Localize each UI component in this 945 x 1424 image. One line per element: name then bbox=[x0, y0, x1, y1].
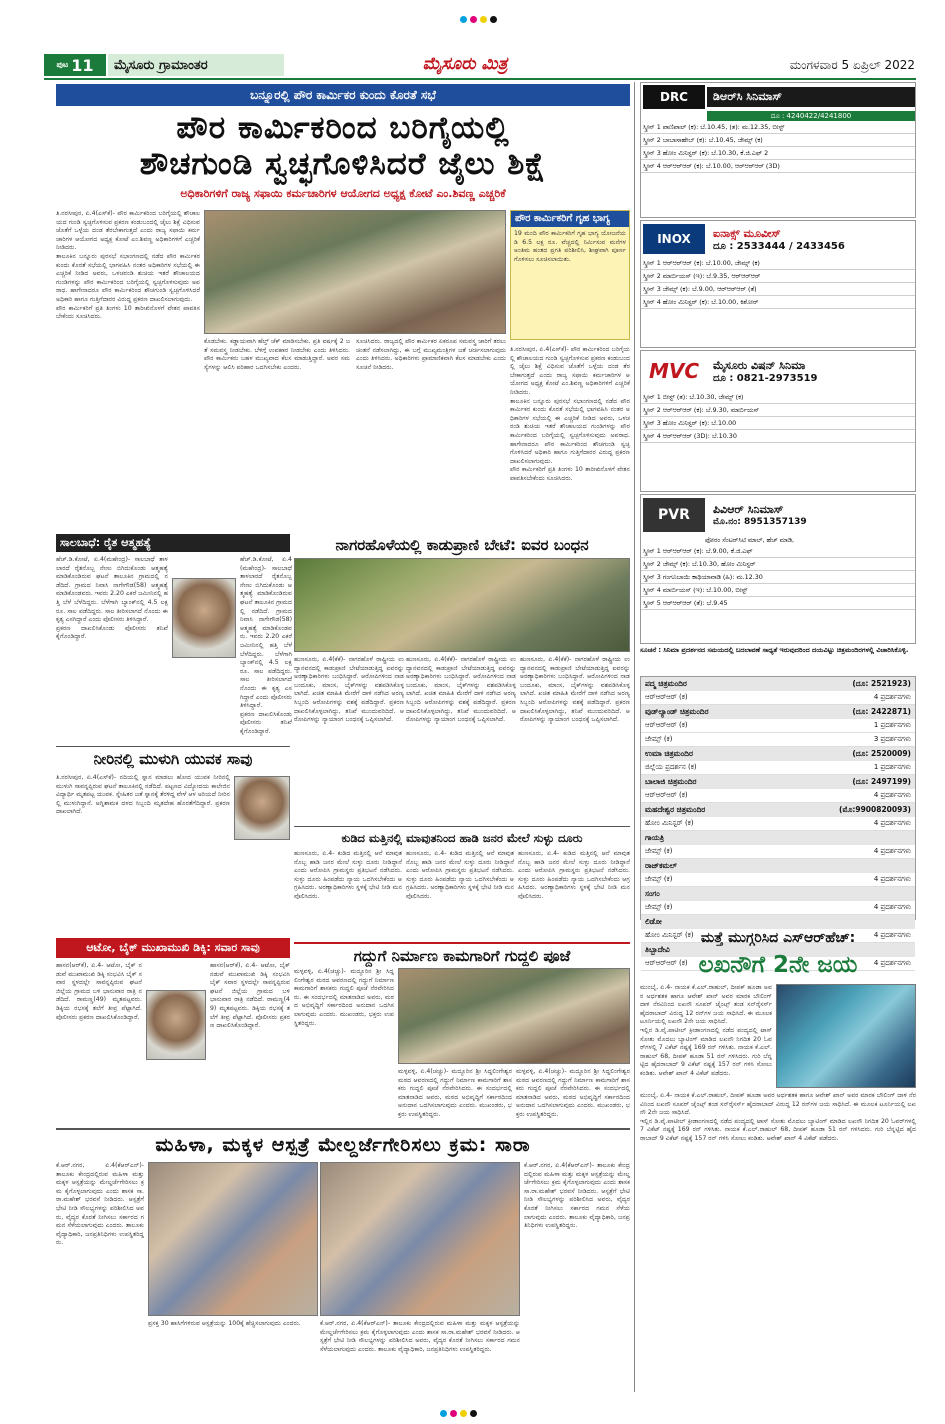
drown-body: ತಿ.ನರಸೀಪುರ, ಏ.4(ಎಸ್‌ಕೆ)- ನದಿಯಲ್ಲಿ ಸ್ನಾನ ಮಾಡಲು ಹೋದ ಯುವಕ ನೀರಿನಲ್ಲಿ ಮುಳುಗಿ ಸಾವನ್ನಪ್ಪಿರುವ ಘಟನೆ ತಾಲೂಕಿನಲ್ಲಿ ನಡೆದಿದೆ. ಪಟ್ಟಣದ ವಿದ್ಯೋದಯ ಕಾಲೇಜಿನ ವಿದ್ಯಾರ್ಥಿ ಮೃತಪಟ್ಟ ಯುವಕ. ಸ್ನೇಹಿತರ ಜತೆ ಸ್ನಾನಕ್ಕೆ ತೆರಳಿದ್ದ ವೇಳೆ ಆಳ ಅರಿಯದೆ ನೀರಿನಲ್ಲಿ ಮುಳುಗಿದ್ದಾನೆ. ಅಗ್ನಿಶಾಮಕ ದಳದ ಸಿಬ್ಬಂದಿ ಮೃತದೇಹ ಹೊರತೆಗೆದಿದ್ದಾರೆ. ಪ್ರಕರಣ ದಾಖಲಾಗಿದೆ. bbox=[56, 774, 232, 816]
theatre-name: ಲಿಡೋ bbox=[645, 917, 662, 926]
theatre-name: ಪದ್ಮ ಚಿತ್ರಮಂದಿರ bbox=[645, 679, 687, 688]
drc-row: ಸ್ಕ್ರೀನ್ 2 ಬಾಬಾಸಾಹೇಬ್ (ಕ): ಬೆ.10.45, ಜೇಮ್ಸ್ (ಕ) bbox=[641, 134, 915, 147]
film-title: ಆರ್‌ಆರ್‌ಆರ್ (ಕ) bbox=[645, 721, 688, 729]
theatre-phone: (ಮೊ:9900820093) bbox=[839, 805, 911, 814]
theatre-header bbox=[641, 677, 915, 691]
film-row bbox=[641, 845, 915, 859]
poach-headline: ನಾಗರಹೊಳೆಯಲ್ಲಿ ಕಾಡುಪ್ರಾಣಿ ಬೇಟೆ: ಐವರ ಬಂಧನ bbox=[335, 536, 589, 554]
inox-cinema-block bbox=[640, 220, 916, 348]
section-title: ಮೈಸೂರು ಗ್ರಾಮಾಂತರ bbox=[108, 54, 284, 76]
inox-row: ಸ್ಕ್ರೀನ್ 2 ಮಾರ್ಬಿಯಸ್ (ಇ): ಬೆ.9.35, ಆರ್‌ಆರ್‌ಆರ್ bbox=[641, 270, 915, 283]
accident-body: ಹಾಸನ(ಆರ್‌ಕೆ), ಏ.4- ಆಟೋ, ಬೈಕ್ ನಡುವೆ ಮುಖಾಮುಖಿ ಡಿಕ್ಕಿ ಸಂಭವಿಸಿ ಬೈಕ್ ಸವಾರ ಸ್ಥಳದಲ್ಲೇ ಸಾವನ್ನಪ್ಪಿರುವ ಘಟನೆ ಜಿಲ್ಲೆಯ ಗ್ರಾಮದ ಬಳಿ ಭಾನುವಾರ ರಾತ್ರಿ ನಡೆದಿದೆ. ರಾಮಣ್ಣ(49) ಮೃತಪಟ್ಟವರು. ಡಿಕ್ಕಿಯ ರಭಸಕ್ಕೆ ತಲೆಗೆ ತೀವ್ರ ಪೆಟ್ಟಾಗಿದೆ. ಪೊಲೀಸರು ಪ್ರಕರಣ ದಾಖಲಿಸಿಕೊಂಡಿದ್ದಾರೆ. bbox=[56, 962, 144, 1021]
theatre-header bbox=[641, 859, 915, 873]
theatre-phone: (ದೂ: 2497199) bbox=[852, 777, 911, 786]
mvc-row: ಸ್ಕ್ರೀನ್ 3 ಹೋಂ ಮಿನಿಸ್ಟರ್ (ಕ): ಬೆ.10.00 bbox=[641, 417, 915, 430]
lead-headline-line1: ಪೌರ ಕಾರ್ಮಿಕರಿಂದ ಬರಿಗೈಯಲ್ಲಿ bbox=[176, 110, 510, 146]
film-title: ಹೋಂ ಮಿನಿಸ್ಟರ್ (ಕ) bbox=[645, 819, 694, 827]
theatre-name: ಸಂಗಂ bbox=[645, 889, 660, 898]
drc-row: ಸ್ಕ್ರೀನ್ 4 ಆರ್‌ಆರ್‌ಆರ್ (ಕ): ಬೆ.10.00, ಆರ್‌ಆರ್‌ಆರ್ (3D) bbox=[641, 160, 915, 173]
pvr-logo: PVR bbox=[643, 498, 705, 532]
film-title: ಜೇಮ್ಸ್ (ಕ) bbox=[645, 875, 673, 883]
masthead-logo: ಮೈಸೂರು ಮಿತ್ರ bbox=[422, 54, 508, 74]
mvc-row: ಸ್ಕ್ರೀನ್ 2 ಆರ್‌ಆರ್‌ಆರ್ (ಕ): ಬೆ.9.30, ಮಾರ್ಬಿಯಸ್ bbox=[641, 404, 915, 417]
theatre-phone: (ದೂ: 2521923) bbox=[852, 679, 911, 688]
registration-marks-bottom bbox=[440, 1402, 500, 1412]
film-row bbox=[641, 901, 915, 915]
drc-cinema-block bbox=[640, 82, 916, 218]
pvr-phone: ಮೊ.ನಂ: 8951357139 bbox=[713, 517, 807, 527]
film-shows: 4 ಪ್ರದರ್ಶನಗಳು bbox=[873, 959, 911, 967]
sports-headline1: ಮತ್ತೆ ಮುಗ್ಗರಿಸಿದ ಎಸ್‌ಆರ್‌ಹೆಚ್: bbox=[700, 930, 856, 946]
mvc-logo: MVC bbox=[648, 359, 700, 383]
drc-row: ಸ್ಕ್ರೀನ್ 1 ಪಾಣಿಪಾಲ್ (ಕ): ಬೆ.10.45, (ತ): ಮ.12.35, ಬೀಸ್ಟ್ bbox=[641, 121, 915, 134]
hospital-body-col3: ಕೆ.ಆರ್.ನಗರ, ಏ.4(ಕೆಆರ್‌ಎನ್)- ತಾಲೂಕು ಕೇಂದ್ರದಲ್ಲಿರುವ ಮಹಿಳಾ ಮತ್ತು ಮಕ್ಕಳ ಆಸ್ಪತ್ರೆಯನ್ನು ಮೇಲ್ದರ್ಜೆಗೇರಿಸಲು ಕ್ರಮ ಕೈಗೊಳ್ಳಲಾಗುವುದು ಎಂದು ಶಾಸಕ ಸಾ.ರಾ.ಮಹೇಶ್ ಭರವಸೆ ನೀಡಿದರು. ಆಸ್ಪತ್ರೆಗೆ ಭೇಟಿ ನೀಡಿ ಸೌಲಭ್ಯಗಳನ್ನು ಪರಿಶೀಲಿಸಿದ ಅವರು, ವೈದ್ಯರ ಕೊರತೆ ನೀಗಿಸಲು ಸರ್ಕಾರದ ಗಮನ ಸೆಳೆಯಲಾಗುವುದು ಎಂದರು. ತಾಲೂಕು ವೈದ್ಯಾಧಿಕಾರಿ, ಜನಪ್ರತಿನಿಧಿಗಳು ಉಪಸ್ಥಿತರಿದ್ದರು. bbox=[524, 1162, 632, 1230]
poach-body-col3: ಹುಣಸೂರು, ಏ.4(ಕೆಕೆ)- ನಾಗರಹೊಳೆ ರಾಷ್ಟ್ರೀಯ ಉದ್ಯಾನವನದಲ್ಲಿ ಕಾಡುಪ್ರಾಣಿ ಬೇಟೆಯಾಡುತ್ತಿದ್ದ ಐವರನ್ನು ಅರಣ್ಯಾಧಿಕಾರಿಗಳು ಬಂಧಿಸಿದ್ದಾರೆ. ಆರೋಪಿಗಳಿಂದ ನಾಡ ಬಂದೂಕು, ಮಾಂಸ, ಬೈಕ್‌ಗಳನ್ನು ವಶಪಡಿಸಿಕೊಳ್ಳಲಾಗಿದೆ. ಖಚಿತ ಮಾಹಿತಿ ಮೇರೆಗೆ ದಾಳಿ ನಡೆಸಿದ ಅರಣ್ಯ ಸಿಬ್ಬಂದಿ ಆರೋಪಿಗಳನ್ನು ವಶಕ್ಕೆ ಪಡೆದಿದ್ದಾರೆ. ಪ್ರಕರಣ ದಾಖಲಿಸಿಕೊಳ್ಳಲಾಗಿದ್ದು, ತನಿಖೆ ಮುಂದುವರಿದಿದೆ. ಆರೋಪಿಗಳನ್ನು ನ್ಯಾಯಾಂಗ ಬಂಧನಕ್ಕೆ ಒಪ್ಪಿಸಲಾಗಿದೆ. bbox=[520, 656, 632, 724]
pvr-row: ಸ್ಕ್ರೀನ್ 4 ಮಾರ್ಬಿಯಸ್ (ಇ): ಬೆ.10.00, ಬೀಸ್ಟ್ bbox=[641, 584, 915, 597]
theatre-name: ಮಹದೇಶ್ವರ ಚಿತ್ರಮಂದಿರ bbox=[645, 805, 706, 814]
theatre-header bbox=[641, 831, 915, 845]
sports-body-col1: ಮುಂಬೈ, ಏ.4- ನಾಯಕ ಕೆ.ಎಲ್.ರಾಹುಲ್, ದೀಪಕ್ ಹೂಡಾ ಅವರ ಅರ್ಧಶತಕ ಹಾಗೂ ಆವೇಶ್ ಖಾನ್ ಅವರ ಮಾರಕ ಬೌಲಿಂಗ್ ದಾಳಿ ನೆರವಿನಿಂದ ಲಖನೌ ಸೂಪರ್ ಜೈಂಟ್ಸ್ ತಂಡ ಸನ್‌ರೈಸರ್ಸ್ ಹೈದರಾಬಾದ್ ವಿರುದ್ಧ 12 ರನ್‌ಗಳ ಜಯ ಸಾಧಿಸಿದೆ. ಈ ಮೂಲಕ ಟೂರ್ನಿಯಲ್ಲಿ ಲಖನೌ 2ನೇ ಜಯ ಸಾಧಿಸಿದೆ. ಇಲ್ಲಿನ ಡಿ.ವೈ.ಪಾಟೀಲ್ ಕ್ರೀಡಾಂಗಣದಲ್ಲಿ ನಡೆದ ಪಂದ್ಯದಲ್ಲಿ ಟಾಸ್ ಸೋತು ಮೊದಲು ಬ್ಯಾಟಿಂಗ್ ಮಾಡಿದ ಲಖನೌ ನಿಗದಿತ 20 ಓವರ್‌ಗಳಲ್ಲಿ 7 ವಿಕೆಟ್ ನಷ್ಟಕ್ಕೆ 169 ರನ್ ಗಳಿಸಿತು. ನಾಯಕ ಕೆ.ಎಲ್.ರಾಹುಲ್ 68, ದೀಪಕ್ ಹೂಡಾ 51 ರನ್ ಗಳಿಸಿದರು. ಗುರಿ ಬೆನ್ನಟ್ಟಿದ ಹೈದರಾಬಾದ್ 9 ವಿಕೆಟ್ ನಷ್ಟಕ್ಕೆ 157 ರನ್ ಗಳಿಸಿ ಸೋಲು ಕಂಡಿತು. ಆವೇಶ್ ಖಾನ್ 4 ವಿಕೆಟ್ ಪಡೆದರು. bbox=[640, 984, 772, 1077]
pvr-row: ಸ್ಕ್ರೀನ್ 5 ಆರ್‌ಆರ್‌ಆರ್ (ತೆ): ಬೆ.9.45 bbox=[641, 597, 915, 610]
lead-body-col4: ತಿ.ನರಸೀಪುರ, ಏ.4(ಎಸ್‌ಕೆ)- ಪೌರ ಕಾರ್ಮಿಕರಿಂದ ಬರಿಗೈಯಲ್ಲಿ ಶೌಚಾಲಯದ ಗುಂಡಿ ಸ್ವಚ್ಛಗೊಳಿಸುವ ಪ್ರಕರಣ ಕಂಡುಬಂದಲ್ಲಿ ಜೈಲು ಶಿಕ್ಷೆ ವಿಧಿಸುವ ಜೊತೆಗೆ ಒಳ್ಳೆಯ ದಂಡ ತೆರಬೇಕಾಗುತ್ತದೆ ಎಂದು ರಾಜ್ಯ ಸಫಾಯಿ ಕರ್ಮಚಾರಿಗಳ ಆಯೋಗದ ಅಧ್ಯಕ್ಷ ಕೋಟೆ ಎಂ.ಶಿವಣ್ಣ ಅಧಿಕಾರಿಗಳಿಗೆ ಎಚ್ಚರಿಕೆ ನೀಡಿದರು. ತಾಲೂಕಿನ ಬನ್ನೂರು ಪುರಸಭೆ ಸಭಾಂಗಣದಲ್ಲಿ ನಡೆದ ಪೌರ ಕಾರ್ಮಿಕರ ಕುಂದು ಕೊರತೆ ಸಭೆಯಲ್ಲಿ ಭಾಗವಹಿಸಿ ನಂತರ ಅಧಿಕಾರಿಗಳ ಸಭೆಯಲ್ಲಿ ಈ ಎಚ್ಚರಿಕೆ ನೀಡಿದ ಅವರು, ಒಳಚರಂಡಿ ಶುಚಿಯ ಇತರೆ ಶೌಚಾಲಯದ ಗುಂಡಿಗಳನ್ನು ಪೌರ ಕಾರ್ಮಿಕರಿಂದ ಬರಿಗೈಯಲ್ಲಿ ಸ್ವಚ್ಛಗೊಳಿಸುವುದು ಅಪರಾಧ. ಹಾಗೇನಾದರೂ ಪೌರ ಕಾರ್ಮಿಕರಿಂದ ಶೌಚಗುಂಡಿ ಸ್ವಚ್ಛಗೊಳಿಸಿದರೆ ಅಧಿಕಾರಿ ಹಾಗೂ ಗುತ್ತಿಗೆದಾರರ ವಿರುದ್ಧ ಪ್ರಕರಣ ದಾಖಲಿಸಲಾಗುವುದು. ಪೌರ ಕಾರ್ಮಿಕರಿಗೆ ಪ್ರತಿ ತಿಂಗಳು 10 ತಾರೀಖಿನೊಳಗೆ ವೇತನ ಪಾವತಿಸಬೇಕೆಂದು ಸೂಚಿಸಿದರು. bbox=[510, 346, 631, 482]
mvc-name: ಮೈಸೂರು ವಿಷನ್ ಸಿನಿಮಾ bbox=[713, 358, 806, 372]
drunk-body-col3: ಹುಣಸೂರು, ಏ.4- ಕುಡಿದ ಮತ್ತಿನಲ್ಲಿ ಆನೆ ಮಾವುತ ನೊಬ್ಬ ಹಾಡಿ ಜನರ ಮೇಲೆ ಸುಳ್ಳು ದೂರು ನೀಡಿದ್ದಾನೆ ಎಂದು ಆರೋಪಿಸಿ ಗ್ರಾಮಸ್ಥರು ಪ್ರತಿಭಟನೆ ನಡೆಸಿದರು. ಸುಳ್ಳು ದೂರು ಹಿಂಪಡೆದು ನ್ಯಾಯ ಒದಗಿಸಬೇಕೆಂದು ಆಗ್ರಹಿಸಿದರು. ಅರಣ್ಯಾಧಿಕಾರಿಗಳು ಸ್ಥಳಕ್ಕೆ ಭೇಟಿ ನೀಡಿ ಮನವೊಲಿಸಿದರು. bbox=[518, 850, 632, 900]
header-rule bbox=[44, 78, 916, 80]
film-row bbox=[641, 761, 915, 775]
mvc-phone: ದೂ : 0821-2973519 bbox=[713, 372, 818, 384]
inox-logo: INOX bbox=[643, 224, 705, 254]
poach-body-col2: ಹುಣಸೂರು, ಏ.4(ಕೆಕೆ)- ನಾಗರಹೊಳೆ ರಾಷ್ಟ್ರೀಯ ಉದ್ಯಾನವನದಲ್ಲಿ ಕಾಡುಪ್ರಾಣಿ ಬೇಟೆಯಾಡುತ್ತಿದ್ದ ಐವರನ್ನು ಅರಣ್ಯಾಧಿಕಾರಿಗಳು ಬಂಧಿಸಿದ್ದಾರೆ. ಆರೋಪಿಗಳಿಂದ ನಾಡ ಬಂದೂಕು, ಮಾಂಸ, ಬೈಕ್‌ಗಳನ್ನು ವಶಪಡಿಸಿಕೊಳ್ಳಲಾಗಿದೆ. ಖಚಿತ ಮಾಹಿತಿ ಮೇರೆಗೆ ದಾಳಿ ನಡೆಸಿದ ಅರಣ್ಯ ಸಿಬ್ಬಂದಿ ಆರೋಪಿಗಳನ್ನು ವಶಕ್ಕೆ ಪಡೆದಿದ್ದಾರೆ. ಪ್ರಕರಣ ದಾಖಲಿಸಿಕೊಳ್ಳಲಾಗಿದ್ದು, ತನಿಖೆ ಮುಂದುವರಿದಿದೆ. ಆರೋಪಿಗಳನ್ನು ನ್ಯಾಯಾಂಗ ಬಂಧನಕ್ಕೆ ಒಪ್ಪಿಸಲಾಗಿದೆ. bbox=[406, 656, 518, 724]
film-title: ಜಿಲ್ಲೆಯ ಪ್ರದರ್ಶನ (ಕ) bbox=[645, 763, 697, 771]
film-title: ಆರ್‌ಆರ್‌ಆರ್ (ಕ) bbox=[645, 693, 688, 701]
accident-victim-photo bbox=[146, 990, 206, 1060]
accident-headline: ಆಟೋ, ಬೈಕ್ ಮುಖಾಮುಖಿ ಡಿಕ್ಕಿ: ಸವಾರ ಸಾವು bbox=[56, 938, 290, 958]
theatre-name: ಉಮಾ ಚಿತ್ರಮಂದಿರ bbox=[645, 749, 693, 758]
hospital-body-col1: ಕೆ.ಆರ್.ನಗರ, ಏ.4(ಕೆಆರ್‌ಎನ್)- ತಾಲೂಕು ಕೇಂದ್ರದಲ್ಲಿರುವ ಮಹಿಳಾ ಮತ್ತು ಮಕ್ಕಳ ಆಸ್ಪತ್ರೆಯನ್ನು ಮೇಲ್ದರ್ಜೆಗೇರಿಸಲು ಕ್ರಮ ಕೈಗೊಳ್ಳಲಾಗುವುದು ಎಂದು ಶಾಸಕ ಸಾ.ರಾ.ಮಹೇಶ್ ಭರವಸೆ ನೀಡಿದರು. ಆಸ್ಪತ್ರೆಗೆ ಭೇಟಿ ನೀಡಿ ಸೌಲಭ್ಯಗಳನ್ನು ಪರಿಶೀಲಿಸಿದ ಅವರು, ವೈದ್ಯರ ಕೊರತೆ ನೀಗಿಸಲು ಸರ್ಕಾರದ ಗಮನ ಸೆಳೆಯಲಾಗುವುದು ಎಂದರು. ತಾಲೂಕು ವೈದ್ಯಾಧಿಕಾರಿ, ಜನಪ್ರತಿನಿಧಿಗಳು ಉಪಸ್ಥಿತರಿದ್ದರು. bbox=[56, 1162, 146, 1247]
sports-headline2: ಲಖನೌಗೆ 2ನೇ ಜಯ bbox=[698, 952, 858, 978]
film-title: ಜೇಮ್ಸ್ (ಕ) bbox=[645, 903, 673, 911]
theatre-header bbox=[641, 705, 915, 719]
pooja-photo bbox=[398, 968, 630, 1064]
theatre-name: ರಾಜ್‌ಕಮಲ್ bbox=[645, 861, 677, 870]
film-row bbox=[641, 789, 915, 803]
drc-row: ಸ್ಕ್ರೀನ್ 3 ಹೋಂ ಮಿನಿಸ್ಟರ್ (ಕ): ಬೆ.10.30, ಕೆ.ಜಿ.ಎಫ್ 2 bbox=[641, 147, 915, 160]
film-shows: 4 ಪ್ರದರ್ಶನಗಳು bbox=[873, 931, 911, 939]
poach-body-col1: ಹುಣಸೂರು, ಏ.4(ಕೆಕೆ)- ನಾಗರಹೊಳೆ ರಾಷ್ಟ್ರೀಯ ಉದ್ಯಾನವನದಲ್ಲಿ ಕಾಡುಪ್ರಾಣಿ ಬೇಟೆಯಾಡುತ್ತಿದ್ದ ಐವರನ್ನು ಅರಣ್ಯಾಧಿಕಾರಿಗಳು ಬಂಧಿಸಿದ್ದಾರೆ. ಆರೋಪಿಗಳಿಂದ ನಾಡ ಬಂದೂಕು, ಮಾಂಸ, ಬೈಕ್‌ಗಳನ್ನು ವಶಪಡಿಸಿಕೊಳ್ಳಲಾಗಿದೆ. ಖಚಿತ ಮಾಹಿತಿ ಮೇರೆಗೆ ದಾಳಿ ನಡೆಸಿದ ಅರಣ್ಯ ಸಿಬ್ಬಂದಿ ಆರೋಪಿಗಳನ್ನು ವಶಕ್ಕೆ ಪಡೆದಿದ್ದಾರೆ. ಪ್ರಕರಣ ದಾಖಲಿಸಿಕೊಳ್ಳಲಾಗಿದ್ದು, ತನಿಖೆ ಮುಂದುವರಿದಿದೆ. ಆರೋಪಿಗಳನ್ನು ನ್ಯಾಯಾಂಗ ಬಂಧನಕ್ಕೆ ಒಪ್ಪಿಸಲಾಗಿದೆ. bbox=[294, 656, 406, 724]
inox-phone: ದೂ : 2533444 / 2433456 bbox=[713, 240, 845, 252]
theatre-phone: (ದೂ: 2422871) bbox=[852, 707, 911, 716]
drown-headline: ನೀರಿನಲ್ಲಿ ಮುಳುಗಿ ಯುವಕ ಸಾವು bbox=[56, 746, 290, 770]
accident-body-col2: ಹಾಸನ(ಆರ್‌ಕೆ), ಏ.4- ಆಟೋ, ಬೈಕ್ ನಡುವೆ ಮುಖಾಮುಖಿ ಡಿಕ್ಕಿ ಸಂಭವಿಸಿ ಬೈಕ್ ಸವಾರ ಸ್ಥಳದಲ್ಲೇ ಸಾವನ್ನಪ್ಪಿರುವ ಘಟನೆ ಜಿಲ್ಲೆಯ ಗ್ರಾಮದ ಬಳಿ ಭಾನುವಾರ ರಾತ್ರಿ ನಡೆದಿದೆ. ರಾಮಣ್ಣ(49) ಮೃತಪಟ್ಟವರು. ಡಿಕ್ಕಿಯ ರಭಸಕ್ಕೆ ತಲೆಗೆ ತೀವ್ರ ಪೆಟ್ಟಾಗಿದೆ. ಪೊಲೀಸರು ಪ್ರಕರಣ ದಾಖಲಿಸಿಕೊಂಡಿದ್ದಾರೆ. bbox=[210, 962, 292, 1030]
hospital-photo-left bbox=[148, 1162, 318, 1316]
issue-date: ಮಂಗಳವಾರ 5 ಏಪ್ರಿಲ್ 2022 bbox=[789, 58, 915, 72]
hospital-rule bbox=[56, 1128, 630, 1130]
inox-row: ಸ್ಕ್ರೀನ್ 1 ಆರ್‌ಆರ್‌ಆರ್ (ಕ): ಬೆ.10.00, ಜೇಮ್ಸ್ (ಕ) bbox=[641, 257, 915, 270]
film-row bbox=[641, 873, 915, 887]
registration-marks-top bbox=[460, 8, 520, 18]
film-shows: 4 ಪ್ರದರ್ಶನಗಳು bbox=[873, 875, 911, 883]
drc-logo: DRC bbox=[643, 85, 705, 109]
drunk-headline: ಕುಡಿದ ಮತ್ತಿನಲ್ಲಿ ಮಾವುತನಿಂದ ಹಾಡಿ ಜನರ ಮೇಲೆ ಸುಳ್ಳು ದೂರು bbox=[294, 826, 630, 848]
film-shows: 3 ಪ್ರದರ್ಶನಗಳು bbox=[873, 735, 911, 743]
lead-subhead: ಅಧಿಕಾರಿಗಳಿಗೆ ರಾಜ್ಯ ಸಫಾಯಿ ಕರ್ಮಚಾರಿಗಳ ಆಯೋಗದ ಅಧ್ಯಕ್ಷ ಕೋಟೆ ಎಂ.ಶಿವಣ್ಣ ಎಚ್ಚರಿಕೆ bbox=[180, 187, 506, 200]
theatre-phone: (ದೂ: 2520009) bbox=[852, 749, 911, 758]
mvc-cinema-block bbox=[640, 350, 916, 492]
housing-box bbox=[510, 210, 630, 340]
film-row bbox=[641, 733, 915, 747]
theatre-header bbox=[641, 747, 915, 761]
hospital-headline: ಮಹಿಳಾ, ಮಕ್ಕಳ ಆಸ್ಪತ್ರೆ ಮೇಲ್ದರ್ಜೆಗೇರಿಸಲು ಕ್ರಮ: ಸಾರಾ bbox=[155, 1134, 531, 1156]
sports-body-col2: ಮುಂಬೈ, ಏ.4- ನಾಯಕ ಕೆ.ಎಲ್.ರಾಹುಲ್, ದೀಪಕ್ ಹೂಡಾ ಅವರ ಅರ್ಧಶತಕ ಹಾಗೂ ಆವೇಶ್ ಖಾನ್ ಅವರ ಮಾರಕ ಬೌಲಿಂಗ್ ದಾಳಿ ನೆರವಿನಿಂದ ಲಖನೌ ಸೂಪರ್ ಜೈಂಟ್ಸ್ ತಂಡ ಸನ್‌ರೈಸರ್ಸ್ ಹೈದರಾಬಾದ್ ವಿರುದ್ಧ 12 ರನ್‌ಗಳ ಜಯ ಸಾಧಿಸಿದೆ. ಈ ಮೂಲಕ ಟೂರ್ನಿಯಲ್ಲಿ ಲಖನೌ 2ನೇ ಜಯ ಸಾಧಿಸಿದೆ. ಇಲ್ಲಿನ ಡಿ.ವೈ.ಪಾಟೀಲ್ ಕ್ರೀಡಾಂಗಣದಲ್ಲಿ ನಡೆದ ಪಂದ್ಯದಲ್ಲಿ ಟಾಸ್ ಸೋತು ಮೊದಲು ಬ್ಯಾಟಿಂಗ್ ಮಾಡಿದ ಲಖನೌ ನಿಗದಿತ 20 ಓವರ್‌ಗಳಲ್ಲಿ 7 ವಿಕೆಟ್ ನಷ್ಟಕ್ಕೆ 169 ರನ್ ಗಳಿಸಿತು. ನಾಯಕ ಕೆ.ಎಲ್.ರಾಹುಲ್ 68, ದೀಪಕ್ ಹೂಡಾ 51 ರನ್ ಗಳಿಸಿದರು. ಗುರಿ ಬೆನ್ನಟ್ಟಿದ ಹೈದರಾಬಾದ್ 9 ವಿಕೆಟ್ ನಷ್ಟಕ್ಕೆ 157 ರನ್ ಗಳಿಸಿ ಸೋಲು ಕಂಡಿತು. ಆವೇಶ್ ಖಾನ್ 4 ವಿಕೆಟ್ ಪಡೆದರು. bbox=[640, 1092, 916, 1142]
loan-body: ಹೆಚ್.ಡಿ.ಕೋಟೆ, ಏ.4(ಮಹೇಂದ್ರ)- ಸಾಲಬಾಧೆ ತಾಳಲಾರದೆ ರೈತನೊಬ್ಬ ನೇಣು ಬಿಗಿದುಕೊಂಡು ಆತ್ಮಹತ್ಯೆ ಮಾಡಿಕೊಂಡಿರುವ ಘಟನೆ ತಾಲೂಕಿನ ಗ್ರಾಮದಲ್ಲಿ ನಡೆದಿದೆ. ಗ್ರಾಮದ ನಿವಾಸಿ ನಾಗೇಗೌಡ(58) ಆತ್ಮಹತ್ಯೆ ಮಾಡಿಕೊಂಡವರು. ಇವರು 2.20 ಎಕರೆ ಜಮೀನಿನಲ್ಲಿ ಹತ್ತಿ ಬೆಳೆ ಬೆಳೆದಿದ್ದರು. ಬೆಳೆಗಾಗಿ ಬ್ಯಾಂಕ್‌ನಲ್ಲಿ 4.5 ಲಕ್ಷ ರೂ. ಸಾಲ ಪಡೆದಿದ್ದರು. ಸಾಲ ತೀರಿಸಲಾಗದೆ ನೊಂದು ಈ ಕೃತ್ಯ ಎಸಗಿದ್ದಾರೆ ಎಂದು ಪೊಲೀಸರು ತಿಳಿಸಿದ್ದಾರೆ. ಪ್ರಕರಣ ದಾಖಲಿಸಿಕೊಂಡು ಪೊಲೀಸರು ತನಿಖೆ ಕೈಗೊಂಡಿದ್ದಾರೆ. bbox=[56, 556, 168, 641]
lead-kicker: ಬನ್ನೂರಲ್ಲಿ ಪೌರ ಕಾರ್ಮಿಕರ ಕುಂದು ಕೊರತೆ ಸಭೆ bbox=[56, 84, 630, 106]
hospital-caption: ಪ್ರಸಕ್ತ 30 ಹಾಸಿಗೆಗಳಿರುವ ಆಸ್ಪತ್ರೆಯನ್ನು 100ಕ್ಕೆ ಹೆಚ್ಚಿಸಲಾಗುವುದು ಎಂದರು. bbox=[148, 1320, 301, 1327]
pooja-body-col3: ಮಳ್ಳವಳ್ಳಿ, ಏ.4(ಚಚ್ಚು)- ಮದ್ದೂರಿನ ಶ್ರೀ ಸಿದ್ದಲಿಂಗೇಶ್ವರ ಮಠದ ಆವರಣದಲ್ಲಿ ಗದ್ದುಗೆ ನಿರ್ಮಾಣ ಕಾಮಗಾರಿಗೆ ಶಾಸಕರು ಗುದ್ದಲಿ ಪೂಜೆ ನೆರವೇರಿಸಿದರು. ಈ ಸಂದರ್ಭದಲ್ಲಿ ಮಾತನಾಡಿದ ಅವರು, ಮಠದ ಅಭಿವೃದ್ಧಿಗೆ ಸರ್ಕಾರದಿಂದ ಅನುದಾನ ಒದಗಿಸಲಾಗುವುದು ಎಂದರು. ಮುಖಂಡರು, ಭಕ್ತರು ಉಪಸ್ಥಿತರಿದ್ದರು. bbox=[516, 1068, 632, 1118]
inox-name: ಐನಾಕ್ಸ್ ಮೂವೀಸ್ bbox=[713, 226, 781, 240]
column-divider bbox=[634, 82, 635, 1392]
film-shows: 1 ಪ್ರದರ್ಶನಗಳು bbox=[873, 763, 911, 771]
pvr-name: ಪಿವಿಆರ್ ಸಿನಿಮಾಸ್ bbox=[713, 503, 784, 516]
theatre-name: ಬಾಲಾಜಿ ಚಿತ್ರಮಂದಿರ bbox=[645, 777, 697, 786]
film-shows: 4 ಪ್ರದರ್ಶನಗಳು bbox=[873, 791, 911, 799]
pvr-address: ಫೋರಂ ಸೆಂಟರ್‌ಸಿಟಿ ಮಾಲ್, ಹೆಚ್ ಮಾಡಿ, bbox=[705, 536, 795, 544]
drunk-body-col2: ಹುಣಸೂರು, ಏ.4- ಕುಡಿದ ಮತ್ತಿನಲ್ಲಿ ಆನೆ ಮಾವುತ ನೊಬ್ಬ ಹಾಡಿ ಜನರ ಮೇಲೆ ಸುಳ್ಳು ದೂರು ನೀಡಿದ್ದಾನೆ ಎಂದು ಆರೋಪಿಸಿ ಗ್ರಾಮಸ್ಥರು ಪ್ರತಿಭಟನೆ ನಡೆಸಿದರು. ಸುಳ್ಳು ದೂರು ಹಿಂಪಡೆದು ನ್ಯಾಯ ಒದಗಿಸಬೇಕೆಂದು ಆಗ್ರಹಿಸಿದರು. ಅರಣ್ಯಾಧಿಕಾರಿಗಳು ಸ್ಥಳಕ್ಕೆ ಭೇಟಿ ನೀಡಿ ಮನವೊಲಿಸಿದರು. bbox=[406, 850, 516, 900]
film-title: ಆರ್‌ಆರ್‌ಆರ್ (ಕ) bbox=[645, 959, 688, 967]
theatre-header bbox=[641, 887, 915, 901]
film-shows: 4 ಪ್ರದರ್ಶನಗಳು bbox=[873, 693, 911, 701]
lead-headline-line2: ಶೌಚಗುಂಡಿ ಸ್ವಚ್ಛಗೊಳಿಸಿದರೆ ಜೈಲು ಶಿಕ್ಷೆ bbox=[139, 146, 547, 182]
sports-photo-players bbox=[776, 984, 916, 1088]
lead-photo-meeting bbox=[204, 210, 506, 334]
drc-name: ಡಿಆರ್‌ಸಿ ಸಿನಿಮಾಸ್ bbox=[707, 87, 915, 107]
drunk-body-col1: ಹುಣಸೂರು, ಏ.4- ಕುಡಿದ ಮತ್ತಿನಲ್ಲಿ ಆನೆ ಮಾವುತ ನೊಬ್ಬ ಹಾಡಿ ಜನರ ಮೇಲೆ ಸುಳ್ಳು ದೂರು ನೀಡಿದ್ದಾನೆ ಎಂದು ಆರೋಪಿಸಿ ಗ್ರಾಮಸ್ಥರು ಪ್ರತಿಭಟನೆ ನಡೆಸಿದರು. ಸುಳ್ಳು ದೂರು ಹಿಂಪಡೆದು ನ್ಯಾಯ ಒದಗಿಸಬೇಕೆಂದು ಆಗ್ರಹಿಸಿದರು. ಅರಣ್ಯಾಧಿಕಾರಿಗಳು ಸ್ಥಳಕ್ಕೆ ಭೇಟಿ ನೀಡಿ ಮನವೊಲಿಸಿದರು. bbox=[294, 850, 404, 900]
page-number-badge bbox=[44, 54, 106, 76]
theatre-name: ಗಾಯತ್ರಿ bbox=[645, 833, 665, 842]
pooja-body-col1: ಮಳ್ಳವಳ್ಳಿ, ಏ.4(ಚಚ್ಚು)- ಮದ್ದೂರಿನ ಶ್ರೀ ಸಿದ್ದಲಿಂಗೇಶ್ವರ ಮಠದ ಆವರಣದಲ್ಲಿ ಗದ್ದುಗೆ ನಿರ್ಮಾಣ ಕಾಮಗಾರಿಗೆ ಶಾಸಕರು ಗುದ್ದಲಿ ಪೂಜೆ ನೆರವೇರಿಸಿದರು. ಈ ಸಂದರ್ಭದಲ್ಲಿ ಮಾತನಾಡಿದ ಅವರು, ಮಠದ ಅಭಿವೃದ್ಧಿಗೆ ಸರ್ಕಾರದಿಂದ ಅನುದಾನ ಒದಗಿಸಲಾಗುವುದು ಎಂದರು. ಮುಖಂಡರು, ಭಕ್ತರು ಉಪಸ್ಥಿತರಿದ್ದರು. bbox=[294, 968, 396, 1027]
film-row bbox=[641, 817, 915, 831]
theatre-header bbox=[641, 803, 915, 817]
film-shows: 4 ಪ್ರದರ್ಶನಗಳು bbox=[873, 819, 911, 827]
drc-phone: ದೂ : 4240422/4241800 bbox=[707, 111, 915, 121]
loan-body-col2: ಹೆಚ್.ಡಿ.ಕೋಟೆ, ಏ.4(ಮಹೇಂದ್ರ)- ಸಾಲಬಾಧೆ ತಾಳಲಾರದೆ ರೈತನೊಬ್ಬ ನೇಣು ಬಿಗಿದುಕೊಂಡು ಆತ್ಮಹತ್ಯೆ ಮಾಡಿಕೊಂಡಿರುವ ಘಟನೆ ತಾಲೂಕಿನ ಗ್ರಾಮದಲ್ಲಿ ನಡೆದಿದೆ. ಗ್ರಾಮದ ನಿವಾಸಿ ನಾಗೇಗೌಡ(58) ಆತ್ಮಹತ್ಯೆ ಮಾಡಿಕೊಂಡವರು. ಇವರು 2.20 ಎಕರೆ ಜಮೀನಿನಲ್ಲಿ ಹತ್ತಿ ಬೆಳೆ ಬೆಳೆದಿದ್ದರು. ಬೆಳೆಗಾಗಿ ಬ್ಯಾಂಕ್‌ನಲ್ಲಿ 4.5 ಲಕ್ಷ ರೂ. ಸಾಲ ಪಡೆದಿದ್ದರು. ಸಾಲ ತೀರಿಸಲಾಗದೆ ನೊಂದು ಈ ಕೃತ್ಯ ಎಸಗಿದ್ದಾರೆ ಎಂದು ಪೊಲೀಸರು ತಿಳಿಸಿದ್ದಾರೆ. ಪ್ರಕರಣ ದಾಖಲಿಸಿಕೊಂಡು ಪೊಲೀಸರು ತನಿಖೆ ಕೈಗೊಂಡಿದ್ದಾರೆ. bbox=[240, 556, 292, 735]
film-shows: 4 ಪ್ರದರ್ಶನಗಳು bbox=[873, 847, 911, 855]
lead-body-col2: ಕೊಡಬೇಕು. ಕಡ್ಡಾಯವಾಗಿ ಹೆಲ್ತ್ ಚೆಕ್ ಮಾಡಿಸಬೇಕು. ಪ್ರತಿ ವರ್ಷಕ್ಕೆ 2 ಜತೆ ಸಮವಸ್ತ್ರ ನೀಡಬೇಕು. ಬೆಳಿಗ್ಗೆ ಉಪಹಾರ ನೀಡಬೇಕು ಎಂದು ತಿಳಿಸಿದರು. ಪೌರ ಕಾರ್ಮಿಕರು ಬಹಳ ಮುಖ್ಯವಾದ ಕೆಲಸ ಮಾಡುತ್ತಿದ್ದಾರೆ. ಅವರ ಸಮಸ್ಯೆಗಳನ್ನು ಆಲಿಸಿ ಪರಿಹಾರ ಒದಗಿಸಬೇಕು ಎಂದರು. bbox=[204, 338, 352, 371]
film-title: ಜೇಮ್ಸ್ (ಕ) bbox=[645, 847, 673, 855]
inox-row: ಸ್ಕ್ರೀನ್ 4 ಹೋಂ ಮಿನಿಸ್ಟರ್ (ಕ): ಬೆ.10.00, ಕಿಶೋರ್ bbox=[641, 296, 915, 309]
cinema-note: ಸೂಚನೆ : ಸಿನಿಮಾ ಪ್ರದರ್ಶನದ ಸಮಯದಲ್ಲಿ ಬದಲಾವಣೆ ಸಾಧ್ಯತೆ ಇರುವುದರಿಂದ ದಯವಿಟ್ಟು ಚಿತ್ರಮಂದಿರಗಳಲ್ಲಿ ವಿಚಾರಿಸಿಕೊಳ್ಳಿ. bbox=[640, 646, 909, 654]
inox-row: ಸ್ಕ್ರೀನ್ 3 ಜೇಮ್ಸ್ (ಕ): ಬೆ.9.00, ಆರ್‌ಆರ್‌ಆರ್ (ತೆ) bbox=[641, 283, 915, 296]
film-title: ಆರ್‌ಆರ್‌ಆರ್ (ಕ) bbox=[645, 791, 688, 799]
poach-photo-arrest bbox=[294, 558, 630, 652]
housing-body: 19 ಮಂದಿ ಪೌರ ಕಾರ್ಮಿಕರಿಗೆ ಗೃಹ ಭಾಗ್ಯ ಯೋಜನೆಯಡಿ 6.5 ಲಕ್ಷ ರೂ. ವೆಚ್ಚದಲ್ಲಿ ನಿರ್ಮಿಸುವ ಮನೆಗಳ ಅಂತಿಮ ಹಂತದ ಪ್ರಗತಿ ಪರಿಶೀಲಿಸಿ, ಶೀಘ್ರವಾಗಿ ಪೂರ್ಣಗೊಳಿಸಲು ಸೂಚಿಸಲಾಯಿತು. bbox=[514, 230, 628, 263]
drown-victim-photo bbox=[234, 776, 290, 840]
pooja-headline: ಗದ್ದುಗೆ ನಿರ್ಮಾಣ ಕಾಮಗಾರಿಗೆ ಗುದ್ದಲಿ ಪೂಜೆ bbox=[294, 942, 630, 966]
mvc-row: ಸ್ಕ್ರೀನ್ 1 ಬೀಸ್ಟ್ (ತ): ಬೆ.10.30, ಜೇಮ್ಸ್ (ಕ) bbox=[641, 391, 915, 404]
pvr-row: ಸ್ಕ್ರೀನ್ 3 ಗಂಗೂಬಾಯಿ ಕಾಥಿಯಾವಾಡಿ (ಹಿ): ಮ.12.30 bbox=[641, 571, 915, 584]
film-row bbox=[641, 691, 915, 705]
film-shows: 4 ಪ್ರದರ್ಶನಗಳು bbox=[873, 903, 911, 911]
lead-body-col3: ಸೂಚಿಸಿದರು. ರಾಜ್ಯದಲ್ಲಿ ಪೌರ ಕಾರ್ಮಿಕರ ಏಕರೂಪ ಸಮವಸ್ತ್ರ ಜಾರಿಗೆ ತರಲು ಚಿಂತನೆ ನಡೆಸಲಾಗಿದ್ದು, ಈ ಬಗ್ಗೆ ಮುಖ್ಯಮಂತ್ರಿಗಳ ಜತೆ ಚರ್ಚಿಸಲಾಗುವುದು ಎಂದು ತಿಳಿಸಿದರು. ಅಧಿಕಾರಿಗಳು ಪ್ರಾಮಾಣಿಕವಾಗಿ ಕೆಲಸ ಮಾಡಬೇಕು ಎಂದು ಸೂಚನೆ ನೀಡಿದರು. bbox=[356, 338, 508, 371]
housing-title: ಪೌರ ಕಾರ್ಮಿಕರಿಗೆ ಗೃಹ ಭಾಗ್ಯ bbox=[511, 211, 629, 227]
hospital-body-col2: ಕೆ.ಆರ್.ನಗರ, ಏ.4(ಕೆಆರ್‌ಎನ್)- ತಾಲೂಕು ಕೇಂದ್ರದಲ್ಲಿರುವ ಮಹಿಳಾ ಮತ್ತು ಮಕ್ಕಳ ಆಸ್ಪತ್ರೆಯನ್ನು ಮೇಲ್ದರ್ಜೆಗೇರಿಸಲು ಕ್ರಮ ಕೈಗೊಳ್ಳಲಾಗುವುದು ಎಂದು ಶಾಸಕ ಸಾ.ರಾ.ಮಹೇಶ್ ಭರವಸೆ ನೀಡಿದರು. ಆಸ್ಪತ್ರೆಗೆ ಭೇಟಿ ನೀಡಿ ಸೌಲಭ್ಯಗಳನ್ನು ಪರಿಶೀಲಿಸಿದ ಅವರು, ವೈದ್ಯರ ಕೊರತೆ ನೀಗಿಸಲು ಸರ್ಕಾರದ ಗಮನ ಸೆಳೆಯಲಾಗುವುದು ಎಂದರು. ತಾಲೂಕು ವೈದ್ಯಾಧಿಕಾರಿ, ಜನಪ್ರತಿನಿಧಿಗಳು ಉಪಸ್ಥಿತರಿದ್ದರು. bbox=[320, 1320, 522, 1353]
film-title: ಹೋಂ ಮಿನಿಸ್ಟರ್ (ಕ) bbox=[645, 931, 694, 939]
pvr-cinema-block bbox=[640, 494, 916, 644]
page-number: 11 bbox=[71, 55, 94, 75]
loan-label: ಸಾಲಬಾಧೆ: ರೈತ ಆತ್ಮಹತ್ಯೆ bbox=[56, 534, 290, 552]
pvr-row: ಸ್ಕ್ರೀನ್ 1 ಆರ್‌ಆರ್‌ಆರ್ (ಕ): ಬೆ.9.00, ಕೆ.ಜಿ.ಎಫ್ bbox=[641, 545, 915, 558]
page-label: ಪುಟ bbox=[56, 60, 69, 69]
pooja-body-col2: ಮಳ್ಳವಳ್ಳಿ, ಏ.4(ಚಚ್ಚು)- ಮದ್ದೂರಿನ ಶ್ರೀ ಸಿದ್ದಲಿಂಗೇಶ್ವರ ಮಠದ ಆವರಣದಲ್ಲಿ ಗದ್ದುಗೆ ನಿರ್ಮಾಣ ಕಾಮಗಾರಿಗೆ ಶಾಸಕರು ಗುದ್ದಲಿ ಪೂಜೆ ನೆರವೇರಿಸಿದರು. ಈ ಸಂದರ್ಭದಲ್ಲಿ ಮಾತನಾಡಿದ ಅವರು, ಮಠದ ಅಭಿವೃದ್ಧಿಗೆ ಸರ್ಕಾರದಿಂದ ಅನುದಾನ ಒದಗಿಸಲಾಗುವುದು ಎಂದರು. ಮುಖಂಡರು, ಭಕ್ತರು ಉಪಸ್ಥಿತರಿದ್ದರು. bbox=[398, 1068, 514, 1118]
mvc-row: ಸ್ಕ್ರೀನ್ 4 ಆರ್‌ಆರ್‌ಆರ್ (3D): ಬೆ.10.30 bbox=[641, 430, 915, 443]
loan-victim-photo bbox=[172, 578, 236, 658]
hospital-photo-right bbox=[320, 1162, 520, 1316]
theatre-header bbox=[641, 775, 915, 789]
lead-body-col1: ತಿ.ನರಸೀಪುರ, ಏ.4(ಎಸ್‌ಕೆ)- ಪೌರ ಕಾರ್ಮಿಕರಿಂದ ಬರಿಗೈಯಲ್ಲಿ ಶೌಚಾಲಯದ ಗುಂಡಿ ಸ್ವಚ್ಛಗೊಳಿಸುವ ಪ್ರಕರಣ ಕಂಡುಬಂದಲ್ಲಿ ಜೈಲು ಶಿಕ್ಷೆ ವಿಧಿಸುವ ಜೊತೆಗೆ ಒಳ್ಳೆಯ ದಂಡ ತೆರಬೇಕಾಗುತ್ತದೆ ಎಂದು ರಾಜ್ಯ ಸಫಾಯಿ ಕರ್ಮಚಾರಿಗಳ ಆಯೋಗದ ಅಧ್ಯಕ್ಷ ಕೋಟೆ ಎಂ.ಶಿವಣ್ಣ ಅಧಿಕಾರಿಗಳಿಗೆ ಎಚ್ಚರಿಕೆ ನೀಡಿದರು. ತಾಲೂಕಿನ ಬನ್ನೂರು ಪುರಸಭೆ ಸಭಾಂಗಣದಲ್ಲಿ ನಡೆದ ಪೌರ ಕಾರ್ಮಿಕರ ಕುಂದು ಕೊರತೆ ಸಭೆಯಲ್ಲಿ ಭಾಗವಹಿಸಿ ನಂತರ ಅಧಿಕಾರಿಗಳ ಸಭೆಯಲ್ಲಿ ಈ ಎಚ್ಚರಿಕೆ ನೀಡಿದ ಅವರು, ಒಳಚರಂಡಿ ಶುಚಿಯ ಇತರೆ ಶೌಚಾಲಯದ ಗುಂಡಿಗಳನ್ನು ಪೌರ ಕಾರ್ಮಿಕರಿಂದ ಬರಿಗೈಯಲ್ಲಿ ಸ್ವಚ್ಛಗೊಳಿಸುವುದು ಅಪರಾಧ. ಹಾಗೇನಾದರೂ ಪೌರ ಕಾರ್ಮಿಕರಿಂದ ಶೌಚಗುಂಡಿ ಸ್ವಚ್ಛಗೊಳಿಸಿದರೆ ಅಧಿಕಾರಿ ಹಾಗೂ ಗುತ್ತಿಗೆದಾರರ ವಿರುದ್ಧ ಪ್ರಕರಣ ದಾಖಲಿಸಲಾಗುವುದು. ಪೌರ ಕಾರ್ಮಿಕರಿಗೆ ಪ್ರತಿ ತಿಂಗಳು 10 ತಾರೀಖಿನೊಳಗೆ ವೇತನ ಪಾವತಿಸಬೇಕೆಂದು ಸೂಚಿಸಿದರು. bbox=[56, 210, 201, 321]
pvr-row: ಸ್ಕ್ರೀನ್ 2 ಜೇಮ್ಸ್ (ಕ): ಬೆ.10.30, ಹೋಂ ಮಿನಿಸ್ಟರ್ bbox=[641, 558, 915, 571]
film-shows: 1 ಪ್ರದರ್ಶನಗಳು bbox=[873, 721, 911, 729]
theatre-name: ವುಡ್‌ಲ್ಯಾಂಡ್ ಚಿತ್ರಮಂದಿರ bbox=[645, 707, 709, 716]
film-row bbox=[641, 719, 915, 733]
theatre-name: ತಿಬ್ಬಾದೇವಿ bbox=[645, 945, 670, 954]
film-title: ಜೇಮ್ಸ್ (ಕ) bbox=[645, 735, 673, 743]
